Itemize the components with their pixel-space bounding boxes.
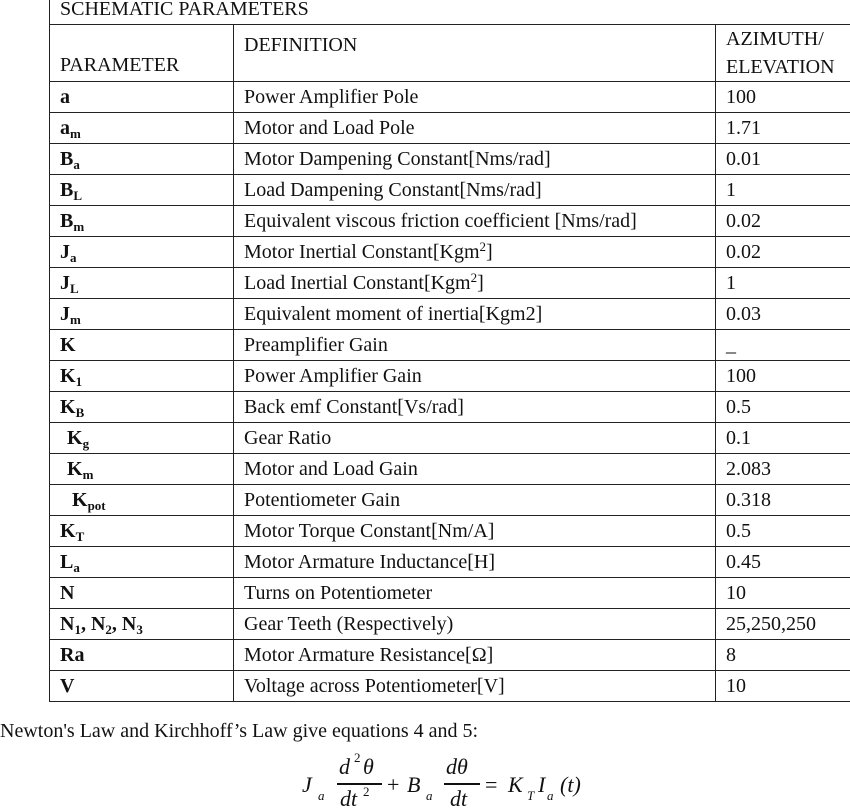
eq-i: I bbox=[538, 772, 545, 798]
symbol-subscript: a bbox=[73, 157, 80, 172]
symbol-base: Ra bbox=[60, 644, 84, 666]
eq-d2-sup: 2 bbox=[354, 750, 361, 766]
definition-text: Motor Dampening Constant[Nms/rad] bbox=[244, 148, 551, 170]
table-row bbox=[50, 330, 850, 361]
table-row bbox=[50, 237, 850, 268]
symbol-subscript: 1 bbox=[76, 374, 83, 389]
definition-superscript: 2 bbox=[480, 239, 487, 254]
parameter-symbol bbox=[50, 516, 234, 547]
parameter-value: 0.5 bbox=[716, 516, 850, 547]
definition-tail: ] bbox=[486, 241, 493, 263]
table-row bbox=[50, 392, 850, 423]
parameter-value: 0.318 bbox=[716, 485, 850, 516]
parameter-value: 25,250,250 bbox=[716, 609, 850, 640]
definition-text: Motor Armature Resistance[Ω] bbox=[244, 644, 493, 666]
eq-dtheta: dθ bbox=[446, 754, 468, 780]
symbol-base: K bbox=[67, 458, 83, 480]
parameter-definition bbox=[234, 206, 716, 237]
symbol-base: J bbox=[60, 241, 70, 263]
definition-text: Motor Armature Inductance[H] bbox=[244, 551, 495, 573]
parameter-definition bbox=[234, 423, 716, 454]
parameter-value: 0.01 bbox=[716, 144, 850, 175]
paragraph-text: Newton's Law and Kirchhoff’s Law give equations 4 and 5: bbox=[0, 720, 478, 743]
parameter-definition bbox=[234, 578, 716, 609]
symbol-subscript: pot bbox=[88, 498, 106, 513]
parameter-value: 0.45 bbox=[716, 547, 850, 578]
eq-k-sub: T bbox=[527, 788, 534, 804]
parameter-definition bbox=[234, 516, 716, 547]
symbol-subscript: g bbox=[83, 436, 90, 451]
symbol-subscript: T bbox=[76, 529, 85, 544]
symbol-base: K bbox=[67, 427, 83, 449]
definition-text: Back emf Constant[Vs/rad] bbox=[244, 396, 464, 418]
parameter-value: 2.083 bbox=[716, 454, 850, 485]
parameter-value: 100 bbox=[716, 82, 850, 113]
parameter-symbol: $N_1$, $N_2$, $N_3$ bbox=[50, 609, 234, 640]
eq-b: B bbox=[407, 772, 420, 798]
parameter-value: 10 bbox=[716, 578, 850, 609]
eq-dt2-sup: 2 bbox=[363, 784, 370, 800]
table-row bbox=[50, 423, 850, 454]
header-elevation: ELEVATION bbox=[726, 53, 850, 81]
table-row bbox=[50, 671, 850, 702]
table-row bbox=[50, 113, 850, 144]
parameter-symbol bbox=[50, 144, 234, 175]
definition-text: Turns on Potentiometer bbox=[244, 582, 432, 604]
symbol-subscript: a bbox=[70, 250, 77, 265]
eq-b-sub: a bbox=[426, 788, 433, 804]
parameter-definition bbox=[234, 640, 716, 671]
parameter-value: _ bbox=[716, 330, 850, 361]
parameter-value: 1 bbox=[716, 175, 850, 206]
eq-dt2: dt bbox=[340, 786, 357, 812]
parameter-symbol bbox=[50, 361, 234, 392]
table-row bbox=[50, 299, 850, 330]
parameter-definition bbox=[234, 485, 716, 516]
table-row bbox=[50, 454, 850, 485]
definition-text: Gear Ratio bbox=[244, 427, 331, 449]
symbol-base: B bbox=[60, 148, 73, 170]
parameter-definition bbox=[234, 237, 716, 268]
table-row bbox=[50, 516, 850, 547]
table-row bbox=[50, 485, 850, 516]
symbol-base: a bbox=[60, 86, 70, 108]
definition-text: Equivalent viscous friction coefficient [Nms/rad] bbox=[244, 210, 637, 232]
symbol-subscript: m bbox=[83, 467, 94, 482]
parameter-definition bbox=[234, 175, 716, 206]
parameter-definition bbox=[234, 82, 716, 113]
table-header-row bbox=[50, 25, 850, 82]
table-row bbox=[50, 640, 850, 671]
definition-superscript: 2 bbox=[471, 270, 478, 285]
parameter-value: 0.02 bbox=[716, 237, 850, 268]
header-azimuth-elevation bbox=[716, 25, 850, 82]
symbol-base: J bbox=[60, 303, 70, 325]
parameter-symbol bbox=[50, 392, 234, 423]
parameter-symbol bbox=[50, 640, 234, 671]
table-row bbox=[50, 82, 850, 113]
parameter-value: 1 bbox=[716, 268, 850, 299]
symbol-subscript: a bbox=[73, 560, 80, 575]
symbol-base: L bbox=[60, 551, 73, 573]
parameter-symbol bbox=[50, 206, 234, 237]
parameter-value: 1.71 bbox=[716, 113, 850, 144]
parameter-symbol bbox=[50, 578, 234, 609]
definition-text: Load Dampening Constant[Nms/rad] bbox=[244, 179, 542, 201]
parameter-symbol bbox=[50, 113, 234, 144]
symbol-base: a bbox=[60, 117, 70, 139]
eq-d2: d bbox=[339, 754, 350, 780]
symbol-base: B bbox=[60, 179, 73, 201]
table-row bbox=[50, 547, 850, 578]
eq-i-sub: a bbox=[547, 788, 554, 804]
eq-plus: + bbox=[387, 772, 399, 798]
eq-theta-1: θ bbox=[363, 754, 374, 780]
symbol-base: N bbox=[60, 582, 74, 604]
parameter-definition bbox=[234, 609, 716, 640]
symbol-base: J bbox=[60, 272, 70, 294]
eq-t: (t) bbox=[560, 772, 581, 798]
eq-k: K bbox=[508, 772, 523, 798]
parameter-symbol bbox=[50, 237, 234, 268]
parameter-value: 0.03 bbox=[716, 299, 850, 330]
table-row bbox=[50, 268, 850, 299]
definition-tail: ] bbox=[477, 272, 484, 294]
definition-text: Power Amplifier Pole bbox=[244, 86, 418, 108]
parameter-definition bbox=[234, 671, 716, 702]
definition-text: Motor and Load Pole bbox=[244, 117, 415, 139]
parameter-definition bbox=[234, 547, 716, 578]
parameter-symbol bbox=[50, 299, 234, 330]
definition-text: Preamplifier Gain bbox=[244, 334, 388, 356]
definition-text: Voltage across Potentiometer[V] bbox=[244, 675, 505, 697]
table-title-row bbox=[50, 0, 850, 25]
table-row bbox=[50, 206, 850, 237]
table-row bbox=[50, 144, 850, 175]
parameter-definition bbox=[234, 361, 716, 392]
table-row bbox=[50, 175, 850, 206]
symbol-base: K bbox=[60, 365, 76, 387]
symbol-base: K bbox=[60, 396, 76, 418]
parameter-symbol bbox=[50, 268, 234, 299]
symbol-subscript: B bbox=[76, 405, 85, 420]
symbol-base: K bbox=[60, 334, 76, 356]
definition-text: Gear Teeth (Respectively) bbox=[244, 613, 453, 635]
parameter-definition bbox=[234, 113, 716, 144]
table-row bbox=[50, 578, 850, 609]
symbol-subscript: L bbox=[70, 281, 79, 296]
parameter-definition bbox=[234, 268, 716, 299]
table-title: SCHEMATIC PARAMETERS bbox=[50, 0, 850, 25]
parameter-symbol bbox=[50, 485, 234, 516]
header-azimuth: AZIMUTH/ bbox=[726, 25, 850, 53]
parameter-value: 10 bbox=[716, 671, 850, 702]
header-parameter: PARAMETER bbox=[50, 25, 234, 82]
schematic-parameters-table bbox=[49, 0, 850, 702]
parameter-definition bbox=[234, 330, 716, 361]
equation bbox=[302, 752, 622, 812]
parameter-symbol bbox=[50, 423, 234, 454]
eq-j: J bbox=[302, 772, 312, 798]
definition-text: Load Inertial Constant[Kgm bbox=[244, 272, 471, 294]
definition-text: Potentiometer Gain bbox=[244, 489, 400, 511]
definition-text: Equivalent moment of inertia[Kgm2] bbox=[244, 303, 542, 325]
eq-frac-line-1 bbox=[337, 783, 382, 785]
parameter-value: 0.02 bbox=[716, 206, 850, 237]
table-row bbox=[50, 609, 850, 640]
parameter-symbol bbox=[50, 330, 234, 361]
parameter-definition bbox=[234, 392, 716, 423]
parameter-symbol bbox=[50, 175, 234, 206]
eq-frac-line-2 bbox=[444, 783, 480, 785]
parameter-value: 100 bbox=[716, 361, 850, 392]
definition-text: Motor and Load Gain bbox=[244, 458, 418, 480]
parameter-definition bbox=[234, 454, 716, 485]
parameter-definition bbox=[234, 299, 716, 330]
parameter-definition bbox=[234, 144, 716, 175]
symbol-base: V bbox=[60, 675, 74, 697]
symbol-subscript: m bbox=[70, 126, 81, 141]
header-definition: DEFINITION bbox=[234, 25, 716, 82]
parameter-value: 0.5 bbox=[716, 392, 850, 423]
eq-dt: dt bbox=[450, 786, 467, 812]
definition-text: Power Amplifier Gain bbox=[244, 365, 422, 387]
symbol-base: K bbox=[60, 520, 76, 542]
symbol-base: B bbox=[60, 210, 73, 232]
parameter-value: 0.1 bbox=[716, 423, 850, 454]
symbol-subscript: L bbox=[73, 188, 82, 203]
parameter-symbol bbox=[50, 671, 234, 702]
symbol-subscript: m bbox=[73, 219, 84, 234]
symbol-base: K bbox=[72, 489, 88, 511]
symbol-subscript: m bbox=[70, 312, 81, 327]
parameter-symbol bbox=[50, 454, 234, 485]
eq-equals: = bbox=[485, 772, 497, 798]
table-row bbox=[50, 361, 850, 392]
parameter-value: 8 bbox=[716, 640, 850, 671]
definition-text: Motor Inertial Constant[Kgm bbox=[244, 241, 480, 263]
eq-j-sub: a bbox=[318, 788, 325, 804]
definition-text: Motor Torque Constant[Nm/A] bbox=[244, 520, 494, 542]
parameter-symbol bbox=[50, 547, 234, 578]
parameter-symbol bbox=[50, 82, 234, 113]
